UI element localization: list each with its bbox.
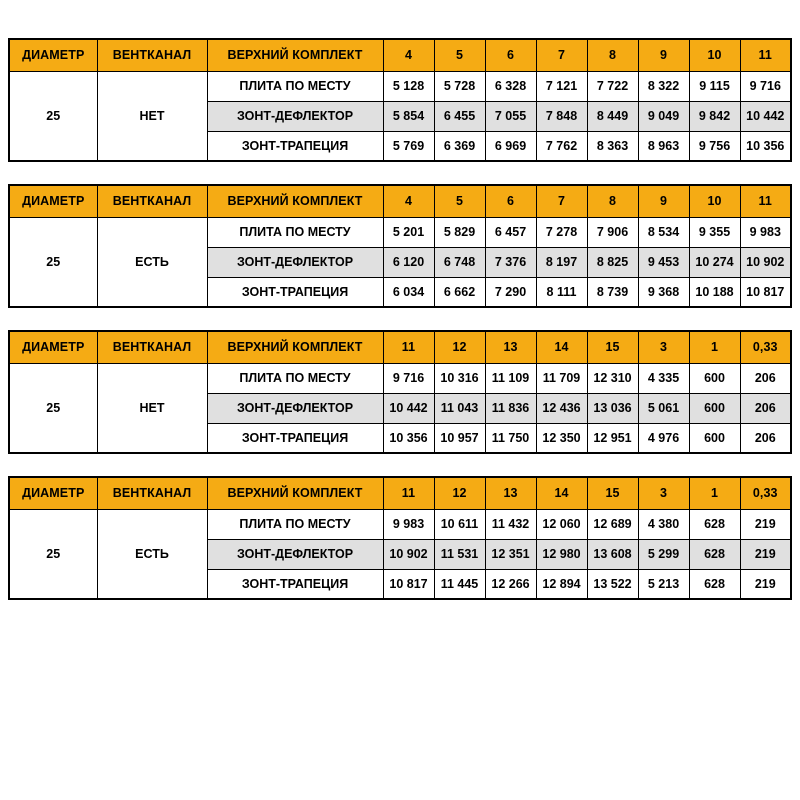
price-table [8,330,792,454]
cell-price: 9 716 [740,71,791,101]
cell-price: 6 457 [485,217,536,247]
table-header [9,331,791,363]
column-header-diameter: ДИАМЕТР [9,39,97,71]
cell-price: 10 817 [383,569,434,599]
cell-price: 10 902 [383,539,434,569]
cell-price: 11 432 [485,509,536,539]
cell-kit-label: ЗОНТ-ТРАПЕЦИЯ [207,569,383,599]
cell-price: 206 [740,363,791,393]
column-header-value: 15 [587,331,638,363]
cell-price: 6 748 [434,247,485,277]
cell-price: 8 963 [638,131,689,161]
cell-kit-label: ЗОНТ-ДЕФЛЕКТОР [207,539,383,569]
column-header-value: 6 [485,39,536,71]
cell-ventkanal: ЕСТЬ [97,509,207,599]
column-header-value: 4 [383,39,434,71]
cell-price: 6 369 [434,131,485,161]
cell-diameter: 25 [9,509,97,599]
column-header-value: 3 [638,331,689,363]
cell-price: 13 608 [587,539,638,569]
cell-price: 4 976 [638,423,689,453]
column-header-value: 11 [740,185,791,217]
cell-price: 9 842 [689,101,740,131]
cell-price: 7 906 [587,217,638,247]
cell-price: 12 894 [536,569,587,599]
cell-price: 7 121 [536,71,587,101]
cell-price: 11 531 [434,539,485,569]
cell-price: 13 036 [587,393,638,423]
cell-price: 600 [689,423,740,453]
table-row [9,217,791,247]
cell-price: 6 662 [434,277,485,307]
column-header-value: 8 [587,185,638,217]
cell-price: 10 442 [740,101,791,131]
cell-kit-label: ПЛИТА ПО МЕСТУ [207,363,383,393]
cell-price: 10 274 [689,247,740,277]
cell-kit-label: ЗОНТ-ДЕФЛЕКТОР [207,101,383,131]
cell-price: 9 716 [383,363,434,393]
cell-price: 9 453 [638,247,689,277]
cell-price: 5 854 [383,101,434,131]
column-header-top-kit: ВЕРХНИЙ КОМПЛЕКТ [207,39,383,71]
cell-price: 628 [689,539,740,569]
table-row [9,509,791,539]
table-body [9,217,791,307]
cell-price: 9 756 [689,131,740,161]
column-header-value: 5 [434,39,485,71]
cell-price: 6 120 [383,247,434,277]
column-header-value: 15 [587,477,638,509]
cell-price: 5 061 [638,393,689,423]
cell-price: 9 355 [689,217,740,247]
cell-price: 13 522 [587,569,638,599]
column-header-value: 0,33 [740,331,791,363]
cell-price: 600 [689,393,740,423]
cell-price: 12 951 [587,423,638,453]
cell-price: 12 689 [587,509,638,539]
column-header-value: 13 [485,331,536,363]
column-header-top-kit: ВЕРХНИЙ КОМПЛЕКТ [207,185,383,217]
cell-ventkanal: НЕТ [97,363,207,453]
cell-price: 4 335 [638,363,689,393]
cell-price: 9 983 [383,509,434,539]
column-header-value: 13 [485,477,536,509]
column-header-value: 11 [740,39,791,71]
table-header [9,477,791,509]
column-header-value: 7 [536,39,587,71]
cell-price: 8 363 [587,131,638,161]
header-row [9,477,791,509]
cell-price: 219 [740,539,791,569]
header-row [9,39,791,71]
column-header-value: 11 [383,477,434,509]
cell-price: 10 188 [689,277,740,307]
cell-diameter: 25 [9,363,97,453]
cell-kit-label: ЗОНТ-ДЕФЛЕКТОР [207,247,383,277]
cell-price: 8 111 [536,277,587,307]
cell-price: 10 957 [434,423,485,453]
cell-price: 5 213 [638,569,689,599]
table-body [9,509,791,599]
table-header [9,185,791,217]
cell-kit-label: ЗОНТ-ТРАПЕЦИЯ [207,131,383,161]
price-table [8,184,792,308]
cell-diameter: 25 [9,217,97,307]
price-table [8,38,792,162]
cell-price: 11 836 [485,393,536,423]
column-header-value: 10 [689,185,740,217]
cell-price: 11 445 [434,569,485,599]
cell-price: 11 109 [485,363,536,393]
cell-price: 9 049 [638,101,689,131]
cell-price: 10 902 [740,247,791,277]
column-header-value: 11 [383,331,434,363]
cell-price: 6 969 [485,131,536,161]
cell-price: 12 266 [485,569,536,599]
cell-price: 5 829 [434,217,485,247]
cell-price: 219 [740,509,791,539]
column-header-value: 10 [689,39,740,71]
cell-price: 600 [689,363,740,393]
column-header-ventkanal: ВЕНТКАНАЛ [97,477,207,509]
cell-price: 4 380 [638,509,689,539]
cell-price: 628 [689,509,740,539]
cell-price: 7 055 [485,101,536,131]
column-header-value: 14 [536,331,587,363]
cell-price: 219 [740,569,791,599]
cell-price: 10 356 [383,423,434,453]
cell-price: 7 762 [536,131,587,161]
column-header-value: 9 [638,39,689,71]
header-row [9,331,791,363]
column-header-value: 12 [434,477,485,509]
cell-price: 8 825 [587,247,638,277]
header-row [9,185,791,217]
cell-price: 628 [689,569,740,599]
column-header-diameter: ДИАМЕТР [9,185,97,217]
cell-price: 10 356 [740,131,791,161]
column-header-diameter: ДИАМЕТР [9,331,97,363]
cell-price: 9 983 [740,217,791,247]
cell-price: 7 376 [485,247,536,277]
column-header-value: 0,33 [740,477,791,509]
cell-price: 5 128 [383,71,434,101]
column-header-value: 8 [587,39,638,71]
cell-kit-label: ПЛИТА ПО МЕСТУ [207,217,383,247]
cell-price: 12 060 [536,509,587,539]
cell-price: 8 534 [638,217,689,247]
cell-price: 206 [740,423,791,453]
cell-price: 8 322 [638,71,689,101]
cell-kit-label: ЗОНТ-ТРАПЕЦИЯ [207,277,383,307]
cell-price: 10 316 [434,363,485,393]
column-header-top-kit: ВЕРХНИЙ КОМПЛЕКТ [207,477,383,509]
column-header-ventkanal: ВЕНТКАНАЛ [97,39,207,71]
cell-price: 5 769 [383,131,434,161]
column-header-value: 14 [536,477,587,509]
cell-price: 5 299 [638,539,689,569]
cell-kit-label: ПЛИТА ПО МЕСТУ [207,71,383,101]
cell-price: 5 201 [383,217,434,247]
table-row [9,71,791,101]
cell-price: 7 848 [536,101,587,131]
table-header [9,39,791,71]
cell-price: 11 750 [485,423,536,453]
price-table [8,476,792,600]
cell-price: 8 197 [536,247,587,277]
column-header-value: 5 [434,185,485,217]
table-body [9,71,791,161]
column-header-value: 1 [689,477,740,509]
cell-ventkanal: ЕСТЬ [97,217,207,307]
cell-diameter: 25 [9,71,97,161]
cell-price: 7 290 [485,277,536,307]
cell-price: 8 449 [587,101,638,131]
cell-ventkanal: НЕТ [97,71,207,161]
cell-price: 7 722 [587,71,638,101]
table-row [9,363,791,393]
cell-price: 6 455 [434,101,485,131]
cell-price: 12 436 [536,393,587,423]
cell-price: 9 115 [689,71,740,101]
column-header-value: 12 [434,331,485,363]
column-header-value: 7 [536,185,587,217]
cell-price: 11 709 [536,363,587,393]
cell-price: 12 350 [536,423,587,453]
column-header-value: 3 [638,477,689,509]
table-body [9,363,791,453]
column-header-value: 1 [689,331,740,363]
column-header-top-kit: ВЕРХНИЙ КОМПЛЕКТ [207,331,383,363]
cell-price: 12 980 [536,539,587,569]
cell-price: 6 328 [485,71,536,101]
cell-price: 11 043 [434,393,485,423]
column-header-ventkanal: ВЕНТКАНАЛ [97,185,207,217]
cell-price: 12 310 [587,363,638,393]
cell-price: 5 728 [434,71,485,101]
column-header-value: 9 [638,185,689,217]
cell-kit-label: ПЛИТА ПО МЕСТУ [207,509,383,539]
cell-price: 7 278 [536,217,587,247]
column-header-value: 6 [485,185,536,217]
column-header-diameter: ДИАМЕТР [9,477,97,509]
cell-price: 6 034 [383,277,434,307]
cell-kit-label: ЗОНТ-ДЕФЛЕКТОР [207,393,383,423]
cell-price: 206 [740,393,791,423]
cell-price: 12 351 [485,539,536,569]
cell-kit-label: ЗОНТ-ТРАПЕЦИЯ [207,423,383,453]
column-header-ventkanal: ВЕНТКАНАЛ [97,331,207,363]
cell-price: 8 739 [587,277,638,307]
cell-price: 9 368 [638,277,689,307]
column-header-value: 4 [383,185,434,217]
cell-price: 10 442 [383,393,434,423]
cell-price: 10 817 [740,277,791,307]
cell-price: 10 611 [434,509,485,539]
